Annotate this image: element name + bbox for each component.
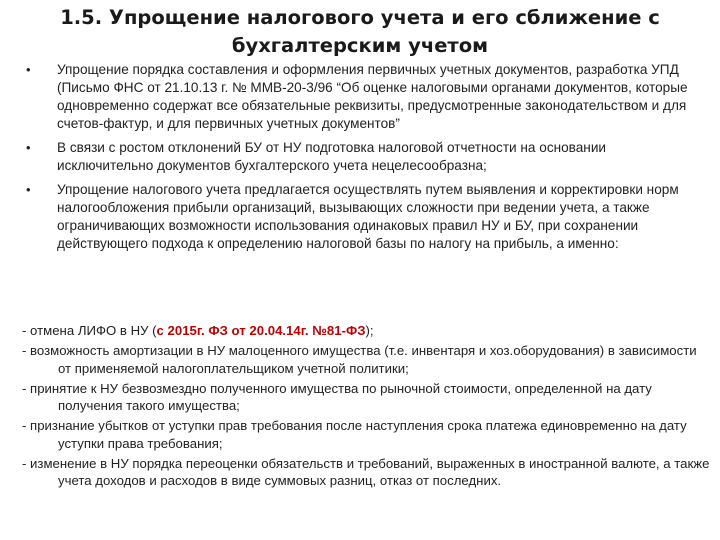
dash-item — [22, 417, 712, 452]
slide-title-line-1: 1.5. Упрощение налогового учета и его сближение с — [60, 6, 660, 29]
dash-item — [22, 455, 712, 490]
slide-title-line-2: бухгалтерским учетом — [231, 34, 489, 57]
bullet-list — [26, 61, 706, 259]
dash-item — [22, 342, 712, 377]
law-reference-highlight: с 2015г. ФЗ от 20.04.14г. №81-ФЗ — [156, 323, 366, 338]
bullet-text: Упрощение налогового учета предлагается осуществлять путем выявления и корректировки норм налогообложения прибыли организаций, вызывающих сложности при ведении учета, а также ограничивающих возможности использования одинаковых правил НУ и БУ, при сохранении действующего подхода к определению налоговой базы по налогу на прибыль, а именно: — [57, 182, 679, 251]
bullet-item — [26, 181, 706, 253]
bullet-marker: • — [26, 182, 31, 197]
dash-item — [22, 322, 712, 340]
dash-text: - возможность амортизации в НУ малоценного имущества (т.е. инвентаря и хоз.оборудования) в зависимости от применяемой налогоплательщиком учетной политики; — [22, 343, 697, 376]
bullet-text: В связи с ростом отклонений БУ от НУ подготовка налоговой отчетности на основании исключительно документов бухгалтерского учета нецелесообразна; — [57, 140, 607, 173]
slide-title — [40, 4, 680, 60]
bullet-item — [26, 61, 706, 133]
bullet-item — [26, 139, 706, 175]
dash-text: - отмена ЛИФО в НУ ( — [22, 323, 157, 338]
dash-list — [22, 322, 712, 492]
dash-item — [22, 380, 712, 415]
bullet-marker: • — [26, 62, 31, 77]
dash-text-tail: ); — [365, 323, 374, 338]
dash-text: - изменение в НУ порядка переоценки обязательств и требований, выраженных в иностранной валюте, а также учета доходов и расходов в виде суммовых разниц, отказ от последних. — [22, 455, 710, 488]
dash-text: - признание убытков от уступки прав требования после наступления срока платежа единовременно на дату уступки права требования; — [22, 418, 687, 451]
bullet-text: Упрощение порядка составления и оформления первичных учетных документов, разработка УПД (Письмо ФНС от 21.10.13 г. № ММВ-20-3/96 “Об оценке налоговыми органами документов, которые одновременно содержат все обязательные реквизиты, предусмотренные законодательством и для счетов-фактур, и для первичных учетных документов” — [57, 62, 688, 131]
dash-text: - принятие к НУ безвозмездно полученного имущества по рыночной стоимости, определенной на дату получения такого имущества; — [22, 380, 652, 413]
bullet-marker: • — [26, 140, 31, 155]
